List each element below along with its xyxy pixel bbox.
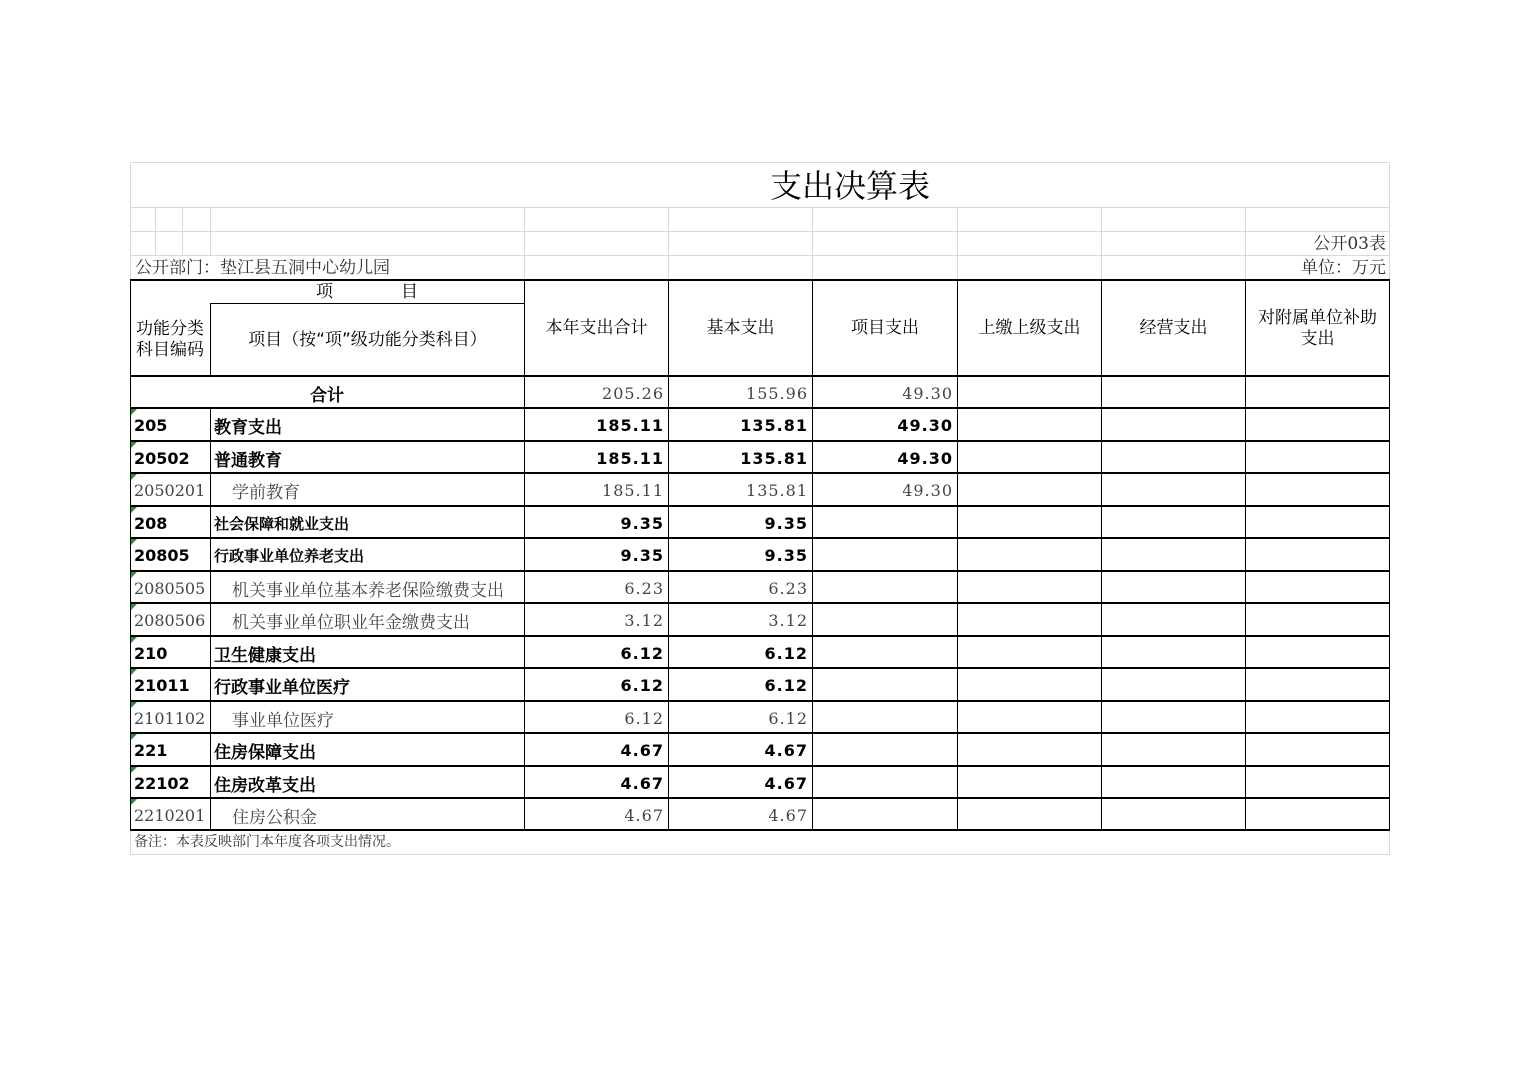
row-basic: 4.67 — [764, 740, 808, 760]
row-code: 205 — [134, 415, 168, 435]
row-basic: 6.12 — [764, 675, 808, 695]
table-title: 支出决算表 — [769, 167, 930, 205]
row-basic: 9.35 — [764, 513, 808, 533]
row-basic: 6.12 — [764, 643, 808, 663]
row-total: 6.12 — [620, 643, 664, 663]
grid-line — [210, 207, 211, 255]
total-row-total: 205.26 — [602, 383, 664, 403]
row-project — [813, 767, 953, 799]
header-project-group: 项 目 — [316, 281, 418, 302]
table-border — [130, 279, 131, 831]
row-project — [813, 669, 953, 701]
row-total: 9.35 — [620, 513, 664, 533]
grid-line — [130, 162, 1390, 163]
row-total: 185.11 — [602, 480, 664, 500]
row-total: 9.35 — [620, 545, 664, 565]
row-code: 20805 — [134, 545, 190, 565]
row-total: 4.67 — [624, 805, 664, 825]
header-name: 项目（按“项”级功能分类科目） — [248, 329, 487, 350]
total-row-basic: 155.96 — [746, 383, 808, 403]
row-basic: 6.23 — [768, 578, 808, 598]
grid-line — [957, 207, 958, 279]
header-basic: 基本支出 — [706, 318, 775, 338]
row-project — [813, 539, 953, 571]
row-basic: 135.81 — [740, 448, 808, 468]
row-code: 2210201 — [134, 805, 206, 825]
row-name: 行政事业单位养老支出 — [214, 546, 365, 565]
row-project — [813, 572, 953, 604]
grid-line — [1101, 207, 1102, 279]
row-project — [813, 702, 953, 734]
row-basic: 6.12 — [768, 708, 808, 728]
unit-label: 单位：万元 — [1301, 258, 1386, 278]
row-project: 49.30 — [897, 448, 953, 468]
row-code: 21011 — [134, 675, 190, 695]
header-operating: 经营支出 — [1139, 318, 1208, 338]
header-subsidy: 对附属单位补助支出 — [1258, 307, 1377, 349]
row-code: 20502 — [134, 448, 190, 468]
row-name: 社会保障和就业支出 — [214, 514, 350, 533]
row-total: 4.67 — [620, 773, 664, 793]
header-project: 项目支出 — [851, 318, 919, 338]
grid-line — [1245, 207, 1246, 279]
expenditure-sheet — [130, 162, 1390, 855]
row-name: 卫生健康支出 — [214, 645, 316, 666]
row-basic: 3.12 — [768, 610, 808, 630]
grid-line — [130, 854, 1390, 855]
row-project: 49.30 — [902, 480, 953, 500]
grid-line — [130, 207, 1390, 208]
row-basic: 4.67 — [768, 805, 808, 825]
row-basic: 135.81 — [746, 480, 808, 500]
department-label: 公开部门：垫江县五洞中心幼儿园 — [135, 258, 390, 278]
row-code: 210 — [134, 643, 168, 663]
row-code: 22102 — [134, 773, 190, 793]
grid-line — [130, 255, 1390, 256]
row-name: 住房改革支出 — [214, 775, 316, 796]
row-code: 2080505 — [134, 578, 206, 598]
total-row-label: 合计 — [310, 385, 344, 406]
row-name: 行政事业单位医疗 — [214, 677, 350, 698]
table-border — [210, 407, 211, 831]
row-project — [813, 734, 953, 766]
row-name: 机关事业单位基本养老保险缴费支出 — [232, 580, 504, 601]
table-border — [1389, 279, 1390, 831]
row-total: 185.11 — [596, 448, 664, 468]
grid-line — [130, 231, 1390, 232]
row-project — [813, 637, 953, 669]
row-total: 6.12 — [624, 708, 664, 728]
form-number: 公开03表 — [1313, 234, 1386, 254]
row-code: 2050201 — [134, 480, 206, 500]
row-name: 教育支出 — [214, 417, 282, 438]
row-basic: 135.81 — [740, 415, 808, 435]
row-code: 2080506 — [134, 610, 206, 630]
row-total: 3.12 — [624, 610, 664, 630]
row-name: 学前教育 — [232, 482, 300, 503]
row-project — [813, 799, 953, 831]
row-name: 普通教育 — [214, 450, 282, 471]
row-total: 4.67 — [620, 740, 664, 760]
row-name: 住房公积金 — [232, 807, 317, 828]
header-upper: 上缴上级支出 — [978, 318, 1081, 338]
grid-line — [524, 207, 525, 279]
grid-line — [182, 207, 183, 255]
row-code: 221 — [134, 740, 168, 760]
header-total: 本年支出合计 — [545, 318, 648, 338]
row-project: 49.30 — [897, 415, 953, 435]
footnote: 备注：本表反映部门本年度各项支出情况。 — [134, 834, 400, 850]
total-row-project: 49.30 — [902, 383, 953, 403]
row-name: 机关事业单位职业年金缴费支出 — [232, 612, 470, 633]
grid-line — [812, 207, 813, 279]
grid-line — [668, 207, 669, 279]
row-total: 6.12 — [620, 675, 664, 695]
row-code: 2101102 — [134, 708, 206, 728]
row-project — [813, 507, 953, 539]
row-name: 事业单位医疗 — [232, 710, 334, 731]
row-basic: 4.67 — [764, 773, 808, 793]
grid-line — [155, 207, 156, 255]
row-basic: 9.35 — [764, 545, 808, 565]
row-code: 208 — [134, 513, 168, 533]
row-total: 185.11 — [596, 415, 664, 435]
header-code: 功能分类科目编码 — [136, 319, 204, 360]
row-name: 住房保障支出 — [214, 742, 316, 763]
row-total: 6.23 — [624, 578, 664, 598]
row-project — [813, 604, 953, 636]
